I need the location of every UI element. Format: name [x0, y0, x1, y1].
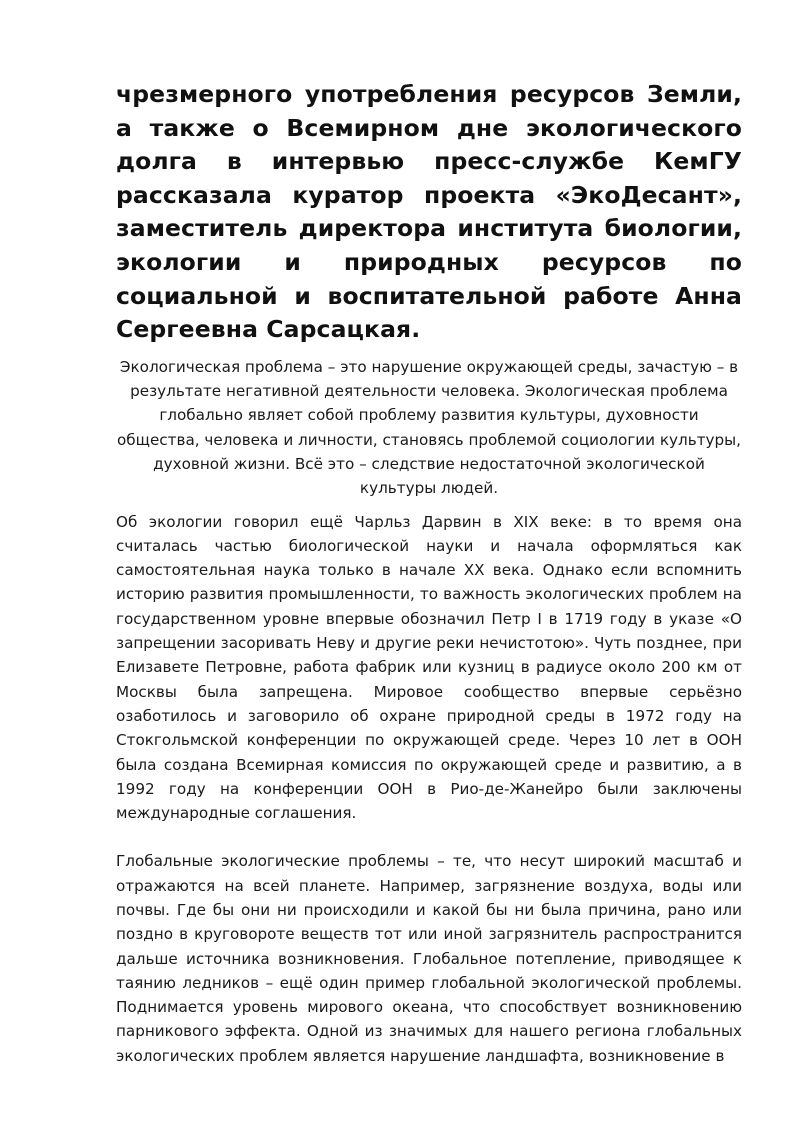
lead-paragraph: чрезмерного употребления ресурсов Земли, а также о Всемирном дне экологического долга в интервью пресс-службе КемГУ рассказала куратор проекта «ЭкоДесант», заместитель директора института биологии, экологии и природных ресурсов по социальной и воспитательной работе Анна Сергеевна Сарсацкая. — [116, 80, 742, 344]
highlighted-quote: Экологическая проблема – это нарушение окружающей среды, зачастую – в результате негативной деятельности человека. Экологическая проблема глобально являет собой проблему развития культуры, духовности общества, человека и личности, становясь проблемой социологии культуры, духовной жизни. Всё это – следствие недостаточной экологической культуры людей. — [116, 357, 741, 498]
body-paragraph-history: Об экологии говорил ещё Чарльз Дарвин в XIX веке: в то время она считалась частью биологической науки и начала оформляться как самостоятельная наука только в начале XX века. Однако если вспомнить историю развития промышленности, то важность экологических проблем на государственном уровне впервые обозначил Петр I в 1719 году в указе «О запрещении засоривать Неву и другие реки нечистотою». Чуть позднее, при Елизавете Петровне, работа фабрик или кузниц в радиусе около 200 км от Москвы была запрещена. Мировое сообщество впервые серьёзно озаботилось и заговорило об охране природной среды в 1972 году на Стокгольмской конференции по окружающей среде. Через 10 лет в ООН была создана Всемирная комиссия по окружающей среде и развитию, а в 1992 году на конференции ООН в Рио-де-Жанейро были заключены международные соглашения. — [116, 512, 742, 823]
document-page — [116, 78, 742, 1068]
body-paragraph-global-problems: Глобальные экологические проблемы – те, что несут широкий масштаб и отражаются на всей планете. Например, загрязнение воздуха, воды или почвы. Где бы они ни происходили и какой бы ни была причина, рано или поздно в круговороте веществ тот или иной загрязнитель распространится дальше источника возникновения. Глобальное потепление, приводящее к таянию ледников – ещё один пример глобальной экологической проблемы. Поднимается уровень мирового океана, что способствует возникновению парникового эффекта. Одной из значимых для нашего региона глобальных экологических проблем является нарушение ландшафта, возникновение в — [116, 852, 742, 1065]
